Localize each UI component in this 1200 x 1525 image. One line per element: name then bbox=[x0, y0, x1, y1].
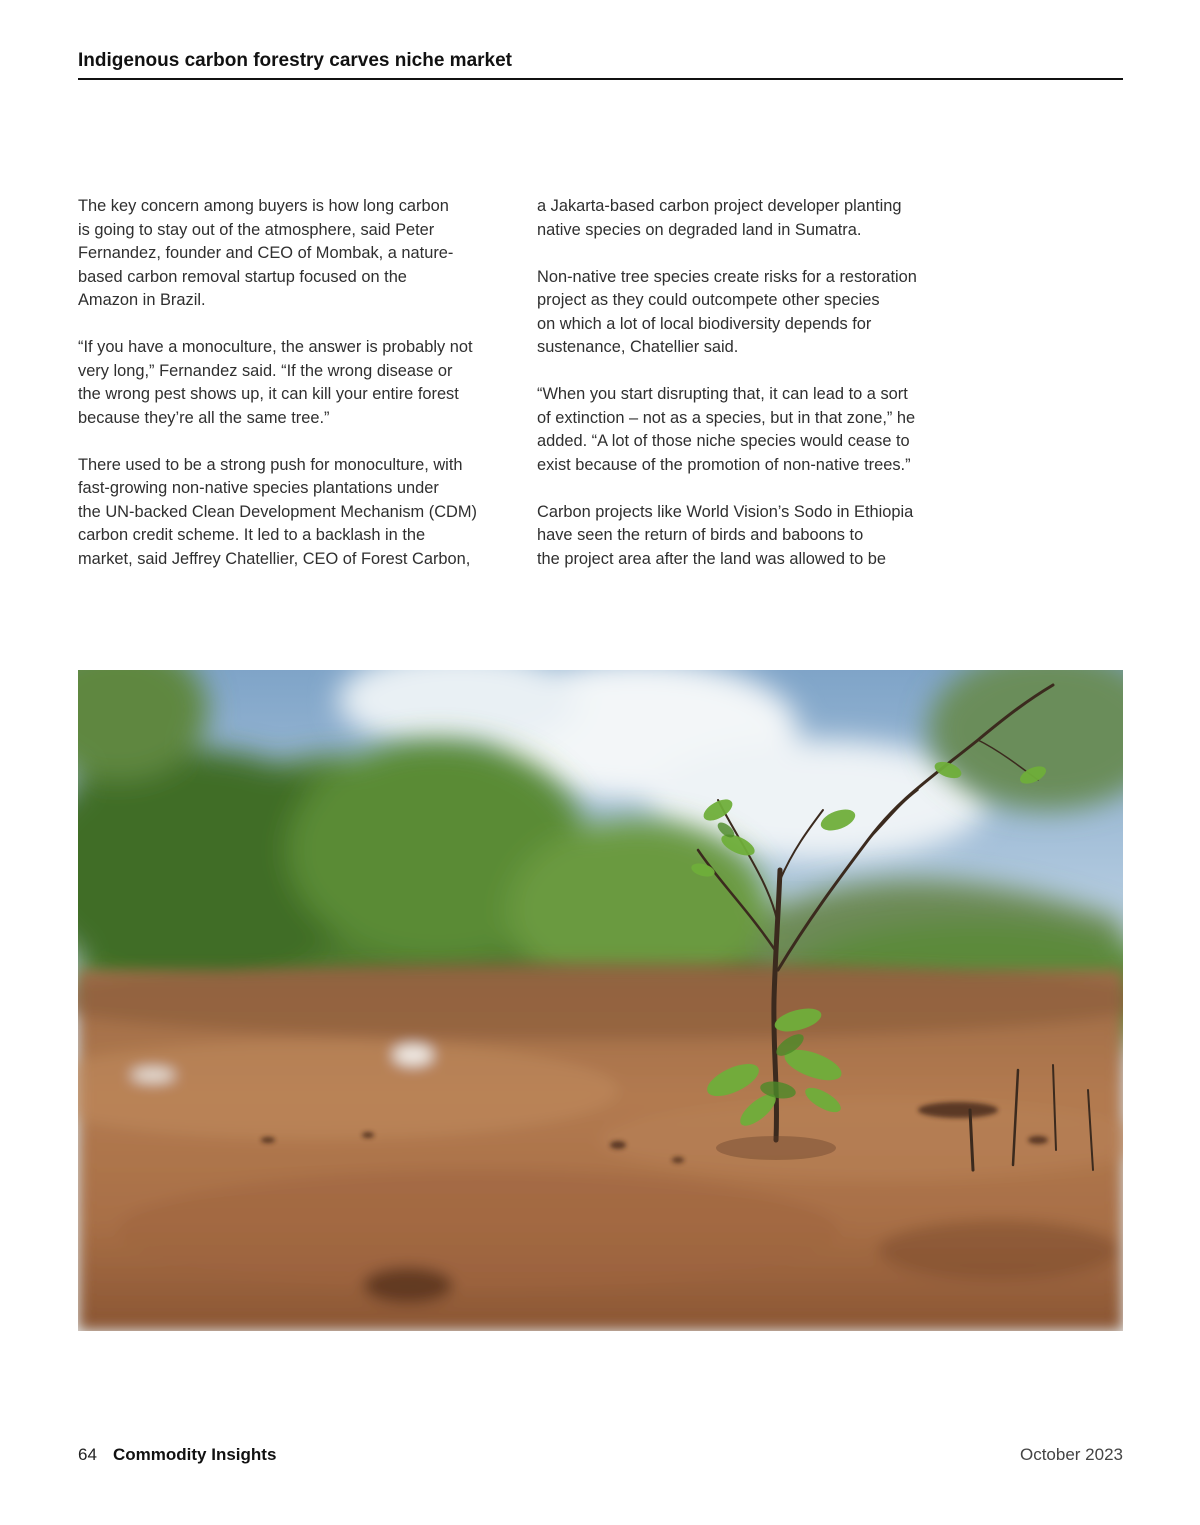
paragraph: Carbon projects like World Vision’s Sodo in Ethiopia have seen the return of birds and baboons to the project area after the land was allowed to be bbox=[537, 502, 914, 568]
sapling-photo bbox=[78, 670, 1123, 1331]
paragraph: The key concern among buyers is how long carbon is going to stay out of the atmosphere, said Peter Fernandez, founder and CEO of Mombak, a nature- based carbon removal startup focused on the Amazon in Brazil. bbox=[78, 197, 454, 309]
page-footer bbox=[78, 1444, 1123, 1466]
paragraph: Non-native tree species create risks for a restoration project as they could outcompete other species on which a lot of local biodiversity depends for sustenance, Chatellier said. bbox=[537, 267, 917, 356]
paragraph: a Jakarta-based carbon project developer planting native species on degraded land in Sumatra. bbox=[537, 197, 902, 239]
article-title: Indigenous carbon forestry carves niche market bbox=[78, 50, 512, 71]
page-header bbox=[78, 48, 1123, 80]
issue-date: October 2023 bbox=[1019, 1445, 1123, 1464]
publication-name: Commodity Insights bbox=[113, 1445, 277, 1464]
page-number: 64 bbox=[78, 1445, 97, 1464]
paragraph: There used to be a strong push for monoculture, with fast-growing non-native species plantations under the UN-backed Clean Development Mechanism (CDM) carbon credit scheme. It led to a backlash in the market, said Jeffrey Chatellier, CEO of Forest Carbon, bbox=[78, 455, 477, 568]
text-column-left bbox=[78, 195, 518, 571]
text-column-right bbox=[537, 195, 977, 571]
paragraph: “If you have a monoculture, the answer is probably not very long,” Fernandez said. “If the wrong disease or the wrong pest shows up, it can kill your entire forest because they’re all the same tree.” bbox=[78, 338, 473, 427]
paragraph: “When you start disrupting that, it can lead to a sort of extinction – not as a species, but in that zone,” he added. “A lot of those niche species would cease to exist because of the promotion of non-native trees.” bbox=[537, 385, 916, 474]
